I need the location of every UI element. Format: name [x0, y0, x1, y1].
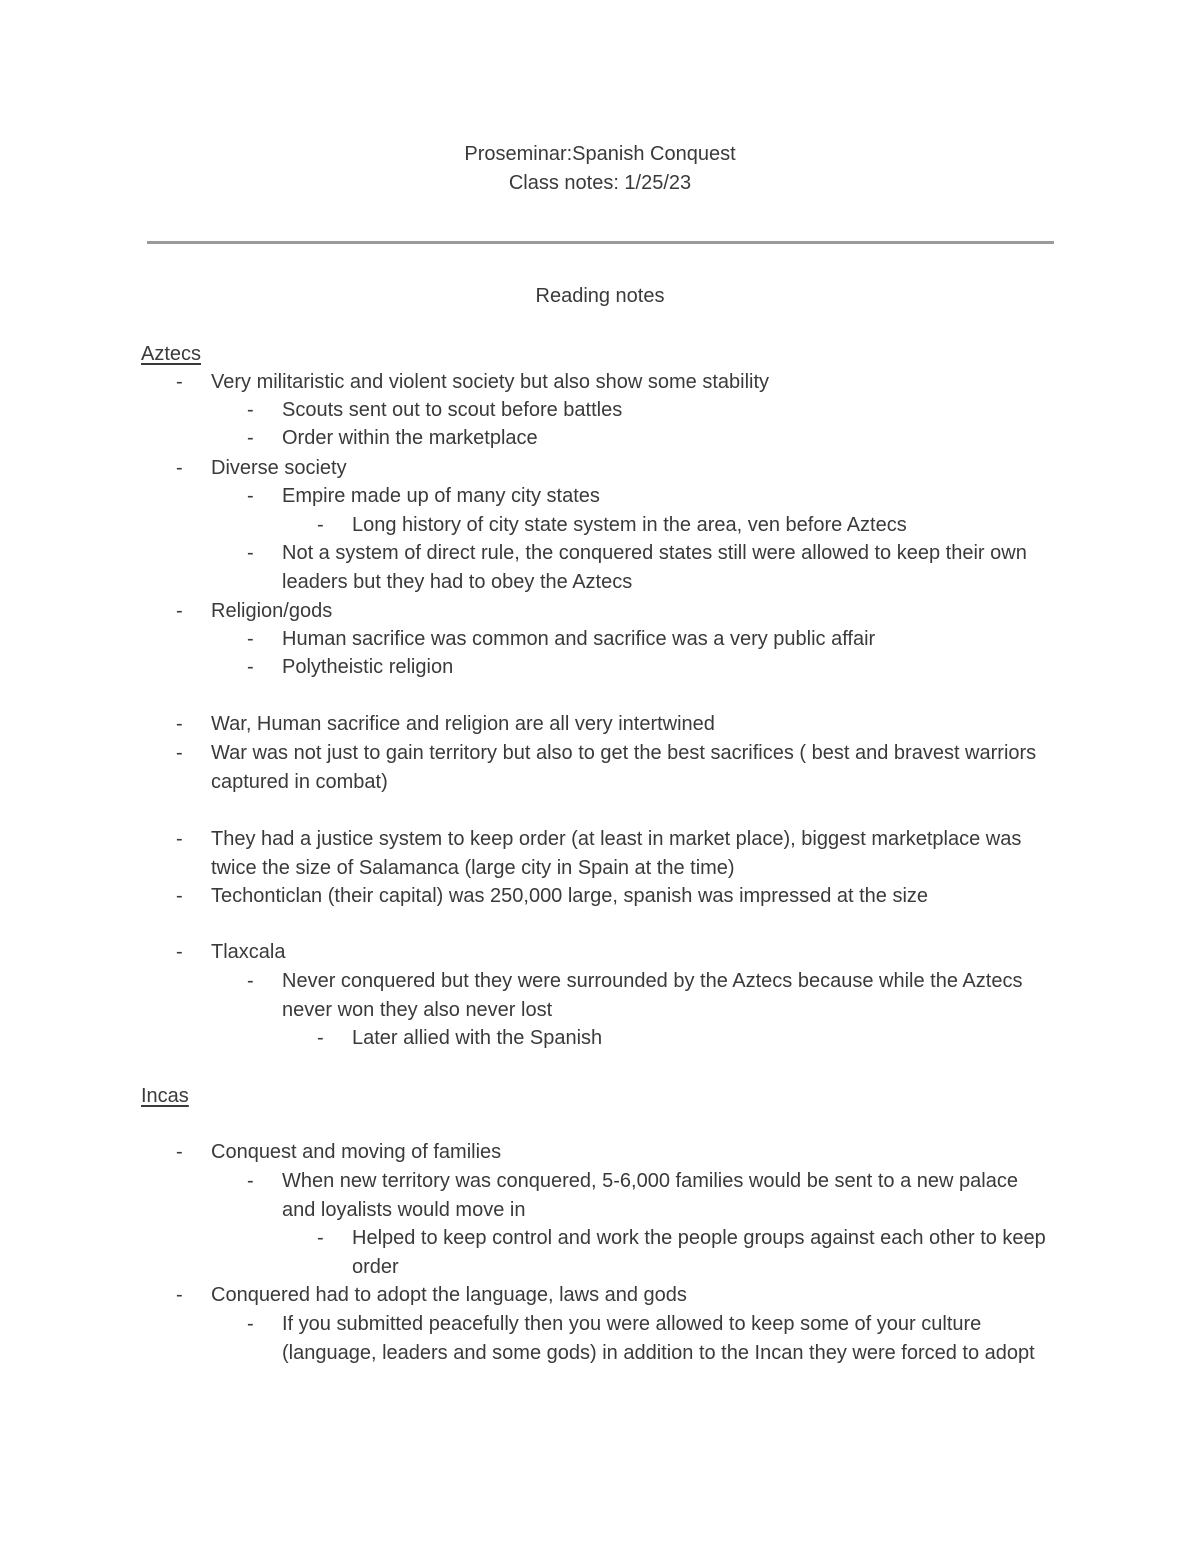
bullet-dash: -	[247, 485, 254, 507]
bullet-dash: -	[176, 885, 183, 907]
aztecs-list-item	[317, 511, 1072, 540]
incas-list-item	[247, 1167, 1032, 1224]
incas-list-item	[176, 1138, 1071, 1167]
bullet-dash: -	[176, 941, 183, 963]
bullet-dash: -	[247, 656, 254, 678]
list-item-text: Religion/gods	[211, 600, 333, 622]
list-item-text: They had a justice system to keep order (at least in market place), biggest marketplace was twice the size of Salamanca (large city in Spain at the time)	[211, 828, 1022, 879]
aztecs-list-item	[247, 396, 1062, 425]
bullet-dash: -	[176, 457, 183, 479]
aztecs-list-item	[176, 710, 1071, 739]
aztecs-list-item	[176, 597, 1071, 626]
bullet-dash: -	[176, 1141, 183, 1163]
list-item-text: Very militaristic and violent society but also show some stability	[211, 371, 770, 393]
list-item-text: Scouts sent out to scout before battles	[282, 399, 623, 421]
list-item-text: Not a system of direct rule, the conquered states still were allowed to keep their own leaders but they had to obey the Aztecs	[282, 542, 1027, 593]
aztecs-list-item	[176, 368, 1071, 397]
list-item-text: If you submitted peacefully then you were allowed to keep some of your culture (language, leaders and some gods) in addition to the Incan they were forced to adopt	[282, 1313, 1035, 1364]
list-item-text: Conquered had to adopt the language, laws and gods	[211, 1284, 687, 1306]
bullet-dash: -	[247, 542, 254, 564]
list-item-text: Conquest and moving of families	[211, 1141, 502, 1163]
aztecs-list-item	[247, 539, 1057, 596]
list-item-text: Human sacrifice was common and sacrifice was a very public affair	[282, 628, 876, 650]
aztecs-heading: Aztecs	[141, 343, 202, 365]
aztecs-list-item	[247, 424, 1062, 453]
incas-list-item	[247, 1310, 1047, 1367]
aztecs-list-item	[317, 1024, 1072, 1053]
bullet-dash: -	[176, 828, 183, 850]
list-item-text: Tlaxcala	[211, 941, 286, 963]
aztecs-list-item	[176, 882, 1071, 911]
bullet-dash: -	[247, 628, 254, 650]
incas-heading: Incas	[141, 1085, 189, 1107]
list-item-text: Never conquered but they were surrounded by the Aztecs because while the Aztecs never won they also never lost	[282, 970, 1023, 1021]
bullet-dash: -	[176, 742, 183, 764]
bullet-dash: -	[176, 600, 183, 622]
bullet-dash: -	[247, 399, 254, 421]
list-item-text: Long history of city state system in the area, ven before Aztecs	[352, 514, 907, 536]
list-item-text: War was not just to gain territory but also to get the best sacrifices ( best and bravest warriors captured in combat)	[211, 742, 1037, 793]
list-item-text: Order within the marketplace	[282, 427, 538, 449]
document-title: Proseminar:Spanish Conquest	[464, 143, 736, 165]
horizontal-rule	[147, 241, 1054, 244]
aztecs-list-item	[247, 653, 1062, 682]
list-item-text: Techonticlan (their capital) was 250,000 large, spanish was impressed at the size	[211, 885, 929, 907]
bullet-dash: -	[176, 371, 183, 393]
bullet-dash: -	[247, 1170, 254, 1192]
list-item-text: Helped to keep control and work the people groups against each other to keep order	[352, 1227, 1046, 1278]
bullet-dash: -	[247, 970, 254, 992]
aztecs-list-item	[176, 739, 1041, 796]
incas-list-item	[317, 1224, 1057, 1281]
aztecs-list-item	[247, 625, 1062, 654]
list-item-text: War, Human sacrifice and religion are all very intertwined	[211, 713, 715, 735]
section-title: Reading notes	[535, 285, 665, 307]
bullet-dash: -	[247, 427, 254, 449]
aztecs-list-item	[176, 825, 1061, 882]
aztecs-list-item	[247, 967, 1037, 1024]
list-item-text: Polytheistic religion	[282, 656, 454, 678]
list-item-text: Empire made up of many city states	[282, 485, 600, 507]
list-item-text: Diverse society	[211, 457, 347, 479]
bullet-dash: -	[317, 514, 324, 536]
list-item-text: When new territory was conquered, 5-6,000 families would be sent to a new palace and loyalists would move in	[282, 1170, 1018, 1221]
document-subtitle: Class notes: 1/25/23	[508, 172, 692, 194]
aztecs-list-item	[247, 482, 1062, 511]
bullet-dash: -	[317, 1027, 324, 1049]
aztecs-list-item	[176, 454, 1071, 483]
bullet-dash: -	[176, 713, 183, 735]
incas-list-item	[176, 1281, 1071, 1310]
bullet-dash: -	[317, 1227, 324, 1249]
bullet-dash: -	[247, 1313, 254, 1335]
list-item-text: Later allied with the Spanish	[352, 1027, 603, 1049]
aztecs-list-item	[176, 938, 1071, 967]
bullet-dash: -	[176, 1284, 183, 1306]
